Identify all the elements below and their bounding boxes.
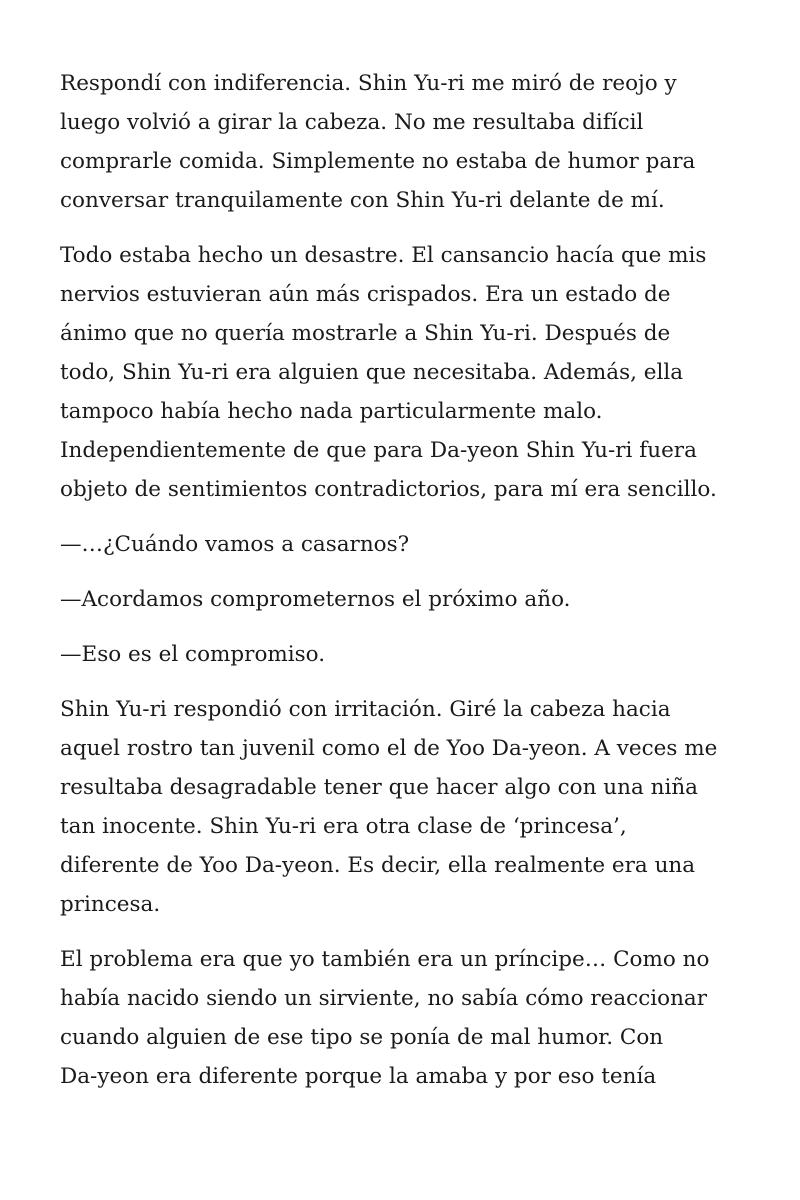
text-line: resultaba desagradable tener que hacer algo con una niña: [60, 775, 698, 800]
dialogue-line-1: [60, 525, 740, 564]
text-line: nervios estuvieran aún más crispados. Era un estado de: [60, 282, 671, 307]
text-line: El problema era que yo también era un príncipe… Como no: [60, 947, 710, 972]
dialogue-line-3: [60, 635, 740, 674]
paragraph-1: [60, 64, 740, 220]
text-line: aquel rostro tan juvenil como el de Yoo Da-yeon. A veces me: [60, 736, 718, 761]
text-line: cuando alguien de ese tipo se ponía de mal humor. Con: [60, 1025, 664, 1050]
text-line: luego volvió a girar la cabeza. No me resultaba difícil: [60, 110, 644, 135]
text-line: —…¿Cuándo vamos a casarnos?: [60, 532, 410, 557]
text-line: princesa.: [60, 892, 161, 917]
text-line: —Eso es el compromiso.: [60, 642, 326, 667]
text-line: Respondí con indiferencia. Shin Yu-ri me miró de reojo y: [60, 71, 677, 96]
text-line: todo, Shin Yu-ri era alguien que necesitaba. Además, ella: [60, 360, 684, 385]
dialogue-line-2: [60, 580, 740, 619]
text-line: objeto de sentimientos contradictorios, para mí era sencillo.: [60, 477, 717, 502]
text-line: Independientemente de que para Da-yeon Shin Yu-ri fuera: [60, 438, 697, 463]
text-line: diferente de Yoo Da-yeon. Es decir, ella realmente era una: [60, 853, 696, 878]
paragraph-2: [60, 236, 740, 509]
text-line: Da-yeon era diferente porque la amaba y por eso tenía: [60, 1064, 657, 1089]
text-line: ánimo que no quería mostrarle a Shin Yu-ri. Después de: [60, 321, 671, 346]
paragraph-4: [60, 940, 740, 1096]
text-line: —Acordamos comprometernos el próximo año.: [60, 587, 571, 612]
text-line: comprarle comida. Simplemente no estaba de humor para: [60, 149, 696, 174]
paragraph-3: [60, 690, 740, 924]
text-line: Todo estaba hecho un desastre. El cansancio hacía que mis: [60, 243, 707, 268]
text-line: Shin Yu-ri respondió con irritación. Giré la cabeza hacia: [60, 697, 671, 722]
text-line: tampoco había hecho nada particularmente malo.: [60, 399, 603, 424]
text-line: había nacido siendo un sirviente, no sabía cómo reaccionar: [60, 986, 708, 1011]
text-line: conversar tranquilamente con Shin Yu-ri delante de mí.: [60, 188, 665, 213]
text-line: tan inocente. Shin Yu-ri era otra clase de ‘princesa’,: [60, 814, 627, 839]
